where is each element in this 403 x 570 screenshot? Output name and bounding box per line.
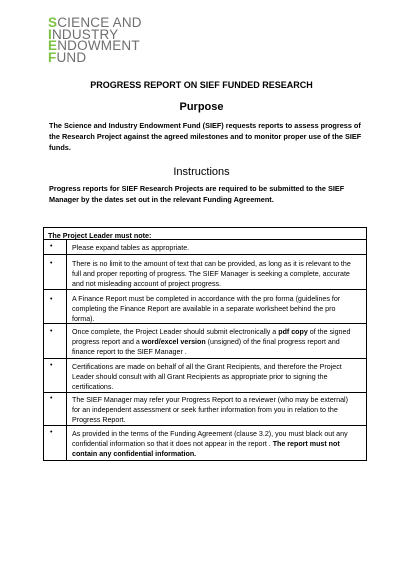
note-text: Please expand tables as appropriate. xyxy=(72,244,190,252)
row-divider xyxy=(44,239,366,240)
row-divider xyxy=(44,358,366,359)
logo-line-4: FUND xyxy=(48,49,87,65)
notes-table xyxy=(43,227,367,461)
row-divider xyxy=(44,289,366,290)
bullet-icon: • xyxy=(50,296,53,303)
note-text: As provided in the terms of the Funding Agreement (clause 3.2), you must black out any confidential information so that it does not appear in the report . The report must not contain any confidential information. xyxy=(72,430,348,458)
bullet-icon: • xyxy=(50,362,53,369)
bullet-icon: • xyxy=(50,260,53,267)
row-divider xyxy=(44,323,366,324)
notes-column-divider xyxy=(66,239,67,460)
instructions-text: Progress reports for SIEF Research Projects are required to be submitted to the SIEF Manager by the dates set out in the relevant Funding Agreement. xyxy=(49,184,345,204)
sief-logo xyxy=(48,17,142,63)
instructions-heading: Instructions xyxy=(173,166,230,178)
note-text: Once complete, the Project Leader should submit electronically a pdf copy of the signed progress report and a word/excel version (unsigned) of the final progress report and finance report to the SIEF Manager . xyxy=(72,328,351,356)
bullet-icon: • xyxy=(50,243,53,250)
note-text: A Finance Report must be completed in accordance with the pro forma (guidelines for completing the Finance Report are available in a separate worksheet behind the pro forma). xyxy=(72,295,341,323)
logo-line-1: SCIENCE AND xyxy=(48,15,142,30)
row-divider xyxy=(44,425,366,426)
note-text: Certifications are made on behalf of all the Grant Recipients, and therefore the Project Leader should consult with all Grant Recipients as appropriate prior to signing the certifications. xyxy=(72,363,342,391)
purpose-heading: Purpose xyxy=(179,101,224,113)
logo-line-3: ENDOWMENT xyxy=(48,38,140,53)
note-text: There is no limit to the amount of text that can be provided, as long as it is relevant to the full and proper reporting of progress. The SIEF Manager is seeking a complete, accurate and not misleading account of project progress. xyxy=(72,260,351,288)
logo-line-2: INDUSTRY xyxy=(48,26,119,42)
notes-heading: The Project Leader must note: xyxy=(48,231,152,240)
bullet-icon: • xyxy=(50,395,53,402)
bullet-icon: • xyxy=(50,328,53,335)
row-divider xyxy=(44,254,366,255)
bullet-icon: • xyxy=(50,429,53,436)
row-divider xyxy=(44,392,366,393)
purpose-text: The Science and Industry Endowment Fund (SIEF) requests reports to assess progress of the Research Project against the agreed milestones and to monitor proper use of the SIEF funds. xyxy=(49,121,362,152)
page-title: PROGRESS REPORT ON SIEF FUNDED RESEARCH xyxy=(90,80,313,90)
note-text: The SIEF Manager may refer your Progress Report to a reviewer (who may be external) for an independent assessment or seek further information from you in relation to the Progress Report. xyxy=(72,396,348,424)
